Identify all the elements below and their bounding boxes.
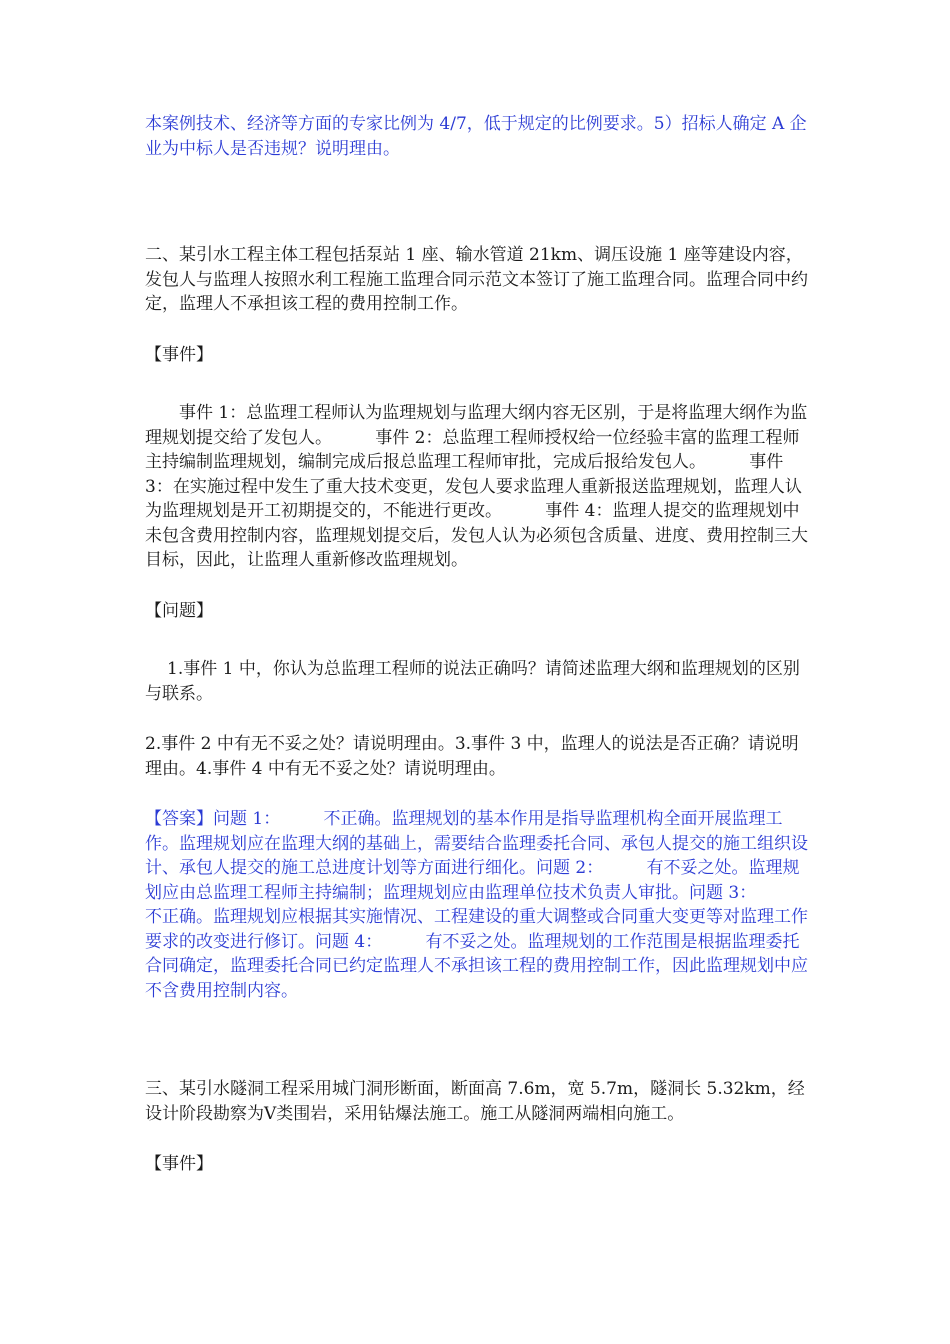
- answer-continuation-paragraph: 本案例技术、经济等方面的专家比例为 4/7，低于规定的比例要求。5）招标人确定 A 企业为中标人是否违规？说明理由。: [145, 114, 807, 159]
- case-two-intro-paragraph: 二、某引水工程主体工程包括泵站 1 座、输水管道 21km、调压设施 1 座等建设内容，发包人与监理人按照水利工程施工监理合同示范文本签订了施工监理合同。监理合同中约定，监理人不承担该工程的费用控制工作。: [145, 245, 808, 314]
- question-one-paragraph: 1.事件 1 中，你认为总监理工程师的说法正确吗？请简述监理大纲和监理规划的区别与联系。: [145, 659, 800, 704]
- case-three-intro-paragraph: 三、某引水隧洞工程采用城门洞形断面，断面高 7.6m，宽 5.7m，隧洞长 5.32km，经设计阶段勘察为Ⅴ类围岩，采用钻爆法施工。施工从隧洞两端相向施工。: [145, 1079, 805, 1124]
- events-heading-case-three: 【事件】: [145, 1154, 213, 1174]
- document-page: [145, 112, 810, 1177]
- questions-heading: 【问题】: [145, 600, 213, 621]
- events-heading: 【事件】: [145, 344, 213, 365]
- events-paragraph: 事件 1：总监理工程师认为监理规划与监理大纲内容无区别，于是将监理大纲作为监理规划提交给了发包人。 事件 2：总监理工程师授权给一位经验丰富的监理工程师主持编制监理规划，编制完成后报总监理工程师审批，完成后报给发包人。 事件 3：在实施过程中发生了重大技术变更，发包人要求监理人重新报送监理规划，监理人认为监理规划是开工初期提交的，不能进行更改。 事件 4：监理人提交的监理规划中未包含费用控制内容，监理规划提交后，发包人认为必须包含质量、进度、费用控制三大目标，因此，让监理人重新修改监理规划。: [145, 403, 808, 570]
- questions-two-to-four-paragraph: 2.事件 2 中有无不妥之处？请说明理由。3.事件 3 中，监理人的说法是否正确？请说明理由。4.事件 4 中有无不妥之处？请说明理由。: [145, 734, 799, 779]
- answer-paragraph: 【答案】问题 1： 不正确。监理规划的基本作用是指导监理机构全面开展监理工作。监理规划应在监理大纲的基础上，需要结合监理委托合同、承包人提交的施工组织设计、承包人提交的施工总进度计划等方面进行细化。问题 2： 有不妥之处。监理规划应由总监理工程师主持编制；监理规划应由监理单位技术负责人审批。问题 3： 不正确。监理规划应根据其实施情况、工程建设的重大调整或合同重大变更等对监理工作要求的改变进行修订。问题 4： 有不妥之处。监理规划的工作范围是根据监理委托合同确定，监理委托合同已约定监理人不承担该工程的费用控制工作，因此监理规划中应不含费用控制内容。: [145, 809, 808, 1001]
